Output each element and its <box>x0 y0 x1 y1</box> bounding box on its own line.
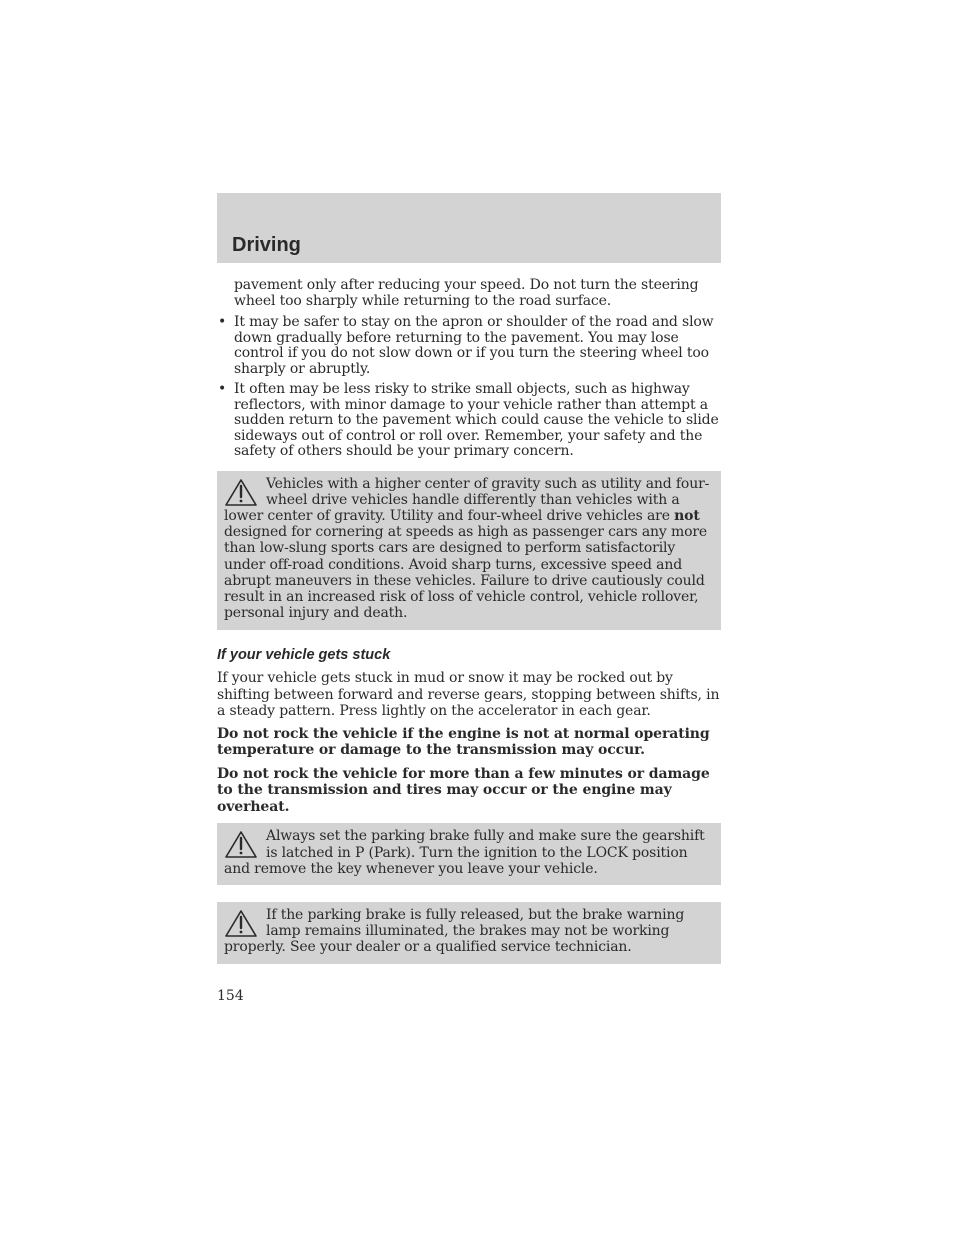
warning-triangle-icon <box>224 830 258 860</box>
warning-text: Vehicles with a higher center of gravity such as utility and four-wheel drive vehicles handle differently than vehicles with a lower center of gravity. Utility and four-wheel drive vehicles are <box>224 475 710 524</box>
subsection-heading: If your vehicle gets stuck <box>217 647 391 664</box>
intro-block <box>217 278 721 460</box>
warning-box-parking <box>217 823 721 885</box>
warning-box-brake-lamp <box>217 902 721 964</box>
warning-text: If the parking brake is fully released, but the brake warning lamp remains illuminated, the brakes may not be working properly. See your dealer or a qualified service technician. <box>224 907 685 956</box>
caution-rock-duration: Do not rock the vehicle for more than a few minutes or damage to the transmission and tires may occur or the engine may overheat. <box>217 765 710 815</box>
caution-rock-temperature: Do not rock the vehicle if the engine is not at normal operating temperature or damage to the transmission may occur. <box>217 725 710 759</box>
warning-text-cont: designed for cornering at speeds as high as passenger cars any more than low-slung sports cars are designed to perform satisfactorily under off-road conditions. Avoid sharp turns, excessive speed and abrupt maneuvers in these vehicles. Failure to drive cautiously could result in an increased risk of loss of vehicle control, vehicle rollover, personal injury and death. <box>224 524 708 622</box>
warning-text: Always set the parking brake fully and make sure the gearshift is latched in P (Park). Turn the ignition to the LOCK position and remove the key whenever you leave your vehicle. <box>224 828 705 877</box>
warning-emphasis: not <box>674 507 700 524</box>
section-title: Driving <box>232 234 301 256</box>
warning-triangle-icon <box>224 478 258 508</box>
list-item <box>217 382 721 460</box>
warning-box-gravity <box>217 471 721 631</box>
bullet-text: It often may be less risky to strike small objects, such as highway reflectors, with minor damage to your vehicle rather than attempt a sudden return to the pavement which could cause the vehicle to slide sideways out of control or roll over. Remember, your safety and the safety of others should be your primary concern. <box>234 381 719 459</box>
manual-page <box>217 193 721 1004</box>
section-header <box>217 193 721 263</box>
bullet-icon: • <box>218 314 227 330</box>
list-item <box>217 315 721 377</box>
stuck-paragraph: If your vehicle gets stuck in mud or snow it may be rocked out by shifting between forward and reverse gears, stopping between shifts, in a steady pattern. Press lightly on the accelerator in each gear. <box>217 670 720 719</box>
warning-triangle-icon <box>224 909 258 939</box>
bullet-text: It may be safer to stay on the apron or shoulder of the road and slow down gradually before returning to the pavement. You may lose control if you do not slow down or if you turn the steering wheel too sharply or abruptly. <box>234 314 714 377</box>
intro-continuation: pavement only after reducing your speed. Do not turn the steering wheel too sharply while returning to the road surface. <box>234 277 699 309</box>
page-number: 154 <box>217 987 244 1004</box>
bullet-icon: • <box>218 381 227 397</box>
